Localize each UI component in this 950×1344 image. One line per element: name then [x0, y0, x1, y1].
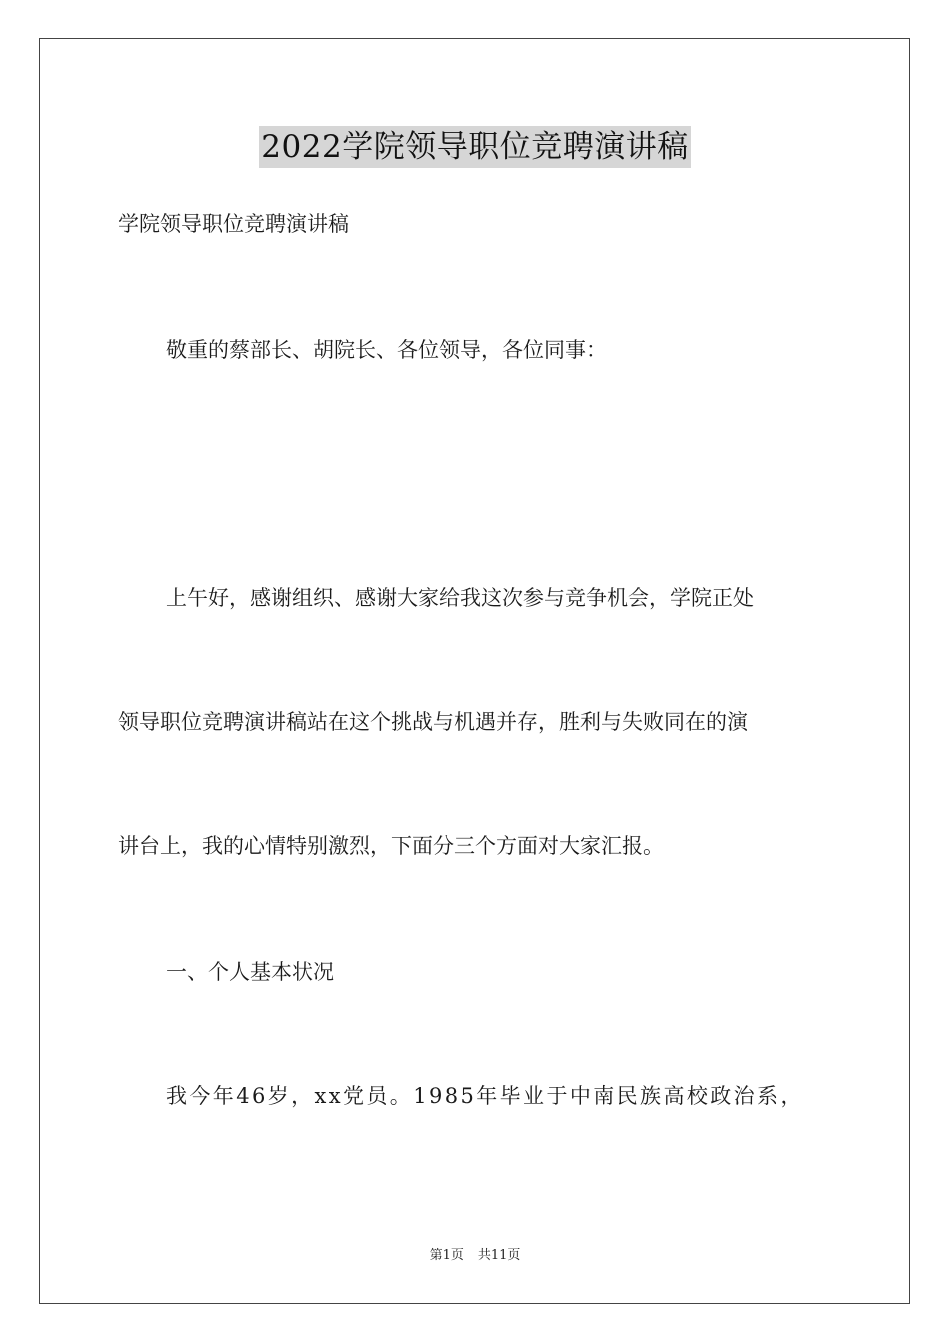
document-title: 2022学院领导职位竞聘演讲稿 [259, 126, 690, 168]
section-heading: 一、个人基本状况 [166, 960, 334, 984]
paragraph-line: 上午好，感谢组织、感谢大家给我这次参与竞争机会，学院正处 [166, 586, 754, 610]
greeting-paragraph: 敬重的蔡部长、胡院长、各位领导，各位同事： [166, 338, 607, 362]
paragraph-line: 领导职位竞聘演讲稿站在这个挑战与机遇并存，胜利与失败同在的演 [118, 710, 748, 734]
page-number: 第1页 [429, 1248, 464, 1263]
page-total: 共11页 [477, 1248, 521, 1263]
document-subtitle: 学院领导职位竞聘演讲稿 [118, 212, 349, 236]
page-footer [0, 1247, 950, 1265]
title-container [0, 126, 950, 168]
paragraph-line: 讲台上，我的心情特别激烈，下面分三个方面对大家汇报。 [118, 834, 664, 858]
paragraph-line: 我今年46岁，xx党员。1985年毕业于中南民族高校政治系， [166, 1084, 804, 1108]
